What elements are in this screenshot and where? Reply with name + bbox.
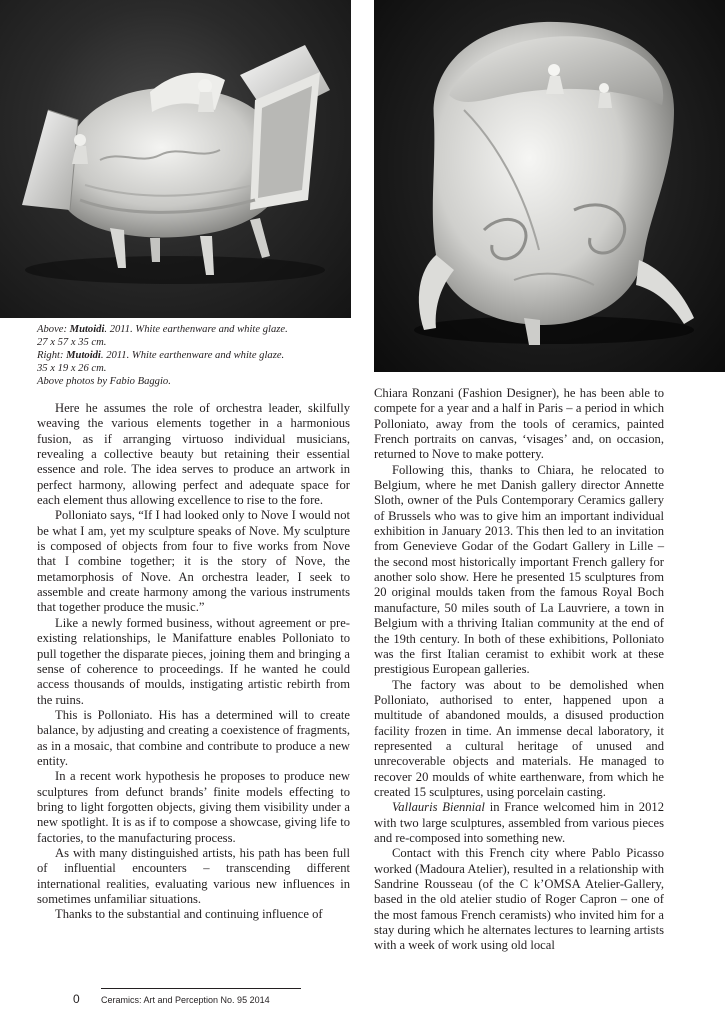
caption-line-1: Above: Mutoidi. 2011. White earthenware and white glaze. xyxy=(37,324,288,335)
paragraph: Like a newly formed business, without agreement or pre-existing relationships, le Manifatture enables Polloniato to pull together the disparate pieces, joining them and bringing a sense of coherence to proceedings. If he wanted he could access thousands of moulds, instigating artistic rebirth from the ruins. xyxy=(37,615,350,707)
sculpture-horizontal-illustration xyxy=(0,0,351,318)
paragraph: Contact with this French city where Pablo Picasso worked (Madoura Atelier), resulted in a relationship with Sandrine Rousseau (of the C k’OMSA Atelier-Gallery, based in the old atelier studio of Roger Capron – one of the most famous French ceramists) who invited him for a stay during which he alternates lectures to learning artists with a week of work using old local xyxy=(374,846,664,953)
journal-title: Ceramics: Art and Perception No. 95 2014 xyxy=(101,995,270,1005)
paragraph: Chiara Ronzani (Fashion Designer), he has been able to compete for a year and a half in Paris – a period in which Polloniato, away from the tools of ceramics, painted French portraits on canvas, ‘visages’ and, on occasion, returned to Nove to make pottery. xyxy=(374,386,664,462)
caption-line-4: 35 x 19 x 26 cm. xyxy=(37,363,107,374)
paragraph: Vallauris Biennial in France welcomed him in 2012 with two large sculptures, assembled from various pieces and re-composed into something new. xyxy=(374,800,664,845)
paragraph: The factory was about to be demolished when Polloniato, authorised to enter, happened upon a multitude of abandoned moulds, a disused production facility frozen in time. An immense decal laboratory, it represented a cultural heritage of unused and unrecoverable objects and materials. He managed to recover 20 moulds of white earthenware, from which he created 15 sculptures, using porcelain casting. xyxy=(374,677,664,799)
sculpture-vessel-illustration xyxy=(374,0,725,372)
paragraph: This is Polloniato. His has a determined will to create balance, by adjusting and creating a coexistence of fragments, as in a mosaic, that combine and contribute to produce a new entity. xyxy=(37,707,350,768)
paragraph: As with many distinguished artists, his path has been full of influential encounters – transcending different international realities, evaluating various new influences in sometimes unfamiliar situations. xyxy=(37,845,350,906)
photo-mutoidi-horizontal xyxy=(0,0,351,318)
page-number: 0 xyxy=(73,992,80,1006)
event-name: Vallauris Biennial xyxy=(392,800,485,815)
caption-line-5: Above photos by Fabio Baggio. xyxy=(37,376,171,387)
caption-line-2: 27 x 57 x 35 cm. xyxy=(37,337,107,348)
paragraph: Following this, thanks to Chiara, he relocated to Belgium, where he met Danish gallery director Annette Sloth, owner of the Puls Contemporary Ceramics gallery of Brussels who was to give him an important individual exhibition in January 2013. This then led to an invitation from Genevieve Godar of the Godart Gallery in Lille – the second most historically important French gallery for another solo show. Here he presented 15 sculptures from 20 original moulds taken from the famous Royal Boch manufacture, 50 miles south of La Lauvriere, a town in Belgium with a thriving Italian community at the end of the 19th century. In both of these exhibitions, Polloniato was the first Italian ceramist to exhibit work at these prestigious European galleries. xyxy=(374,462,664,677)
article-column-left xyxy=(37,401,350,923)
footer-rule xyxy=(101,988,301,989)
paragraph: Polloniato says, “If I had looked only to Nove I would not be what I am, yet my sculpture speaks of Nove. My sculpture is composed of objects from four to five works from Nove that I combine together; it is the story of Nove, the metamorphosis of Nove. An orchestra leader, I seek to assemble and create harmony among the various instruments that together produce the music.” xyxy=(37,508,350,615)
caption-title-2: Mutoidi xyxy=(66,350,101,361)
paragraph: In a recent work hypothesis he proposes to produce new sculptures from defunct brands’ finite models effecting to bring to light forgotten objects, giving them visibility under a new spotlight. It is as if to compose a showcase, giving life to factories, to the manufacturing process. xyxy=(37,769,350,845)
photo-caption xyxy=(37,323,357,388)
article-column-right xyxy=(374,386,664,954)
caption-line-3: Right: Mutoidi. 2011. White earthenware and white glaze. xyxy=(37,350,285,361)
photo-mutoidi-vessel xyxy=(374,0,725,372)
paragraph: Here he assumes the role of orchestra leader, skilfully weaving the various elements together in a harmonious fusion, as if arranging virtuoso individual musicians, revealing a collective beauty but retaining their essential essence and role. The idea serves to produce an artwork in perfect harmony, allowing perfect and adequate space for each element thus allowing excellence to rise to the fore. xyxy=(37,401,350,508)
paragraph: Thanks to the substantial and continuing influence of xyxy=(55,907,323,922)
caption-title-1: Mutoidi xyxy=(69,324,105,335)
